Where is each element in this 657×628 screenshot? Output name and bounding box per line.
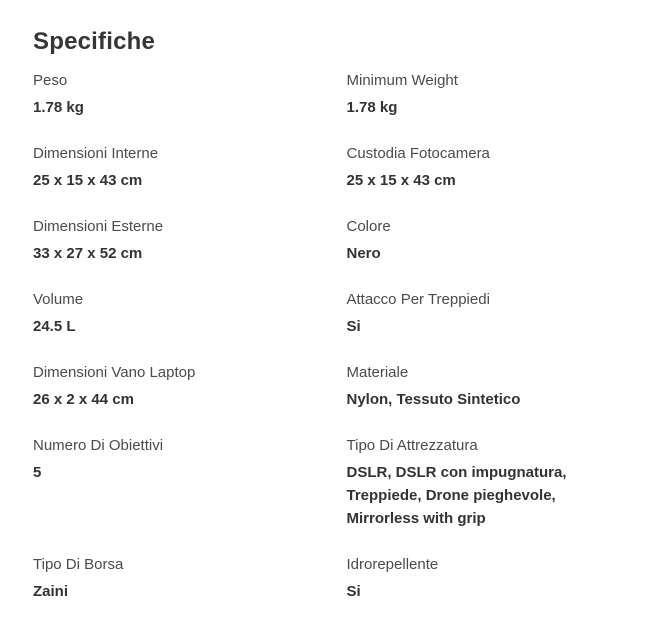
spec-value: Si xyxy=(346,583,361,600)
spec-item-materiale xyxy=(329,363,643,411)
spec-value: Nylon, Tessuto Sintetico xyxy=(346,391,521,408)
spec-item-numero-di-obiettivi xyxy=(15,436,329,530)
spec-label: Idrorepellente xyxy=(346,556,439,573)
spec-item-colore xyxy=(329,217,643,265)
spec-value: 25 x 15 x 43 cm xyxy=(33,172,143,189)
spec-item-peso xyxy=(15,71,329,119)
spec-label: Tipo Di Borsa xyxy=(33,556,124,573)
spec-label: Volume xyxy=(33,291,84,308)
spec-value: 24.5 L xyxy=(33,318,76,335)
spec-label: Custodia Fotocamera xyxy=(346,145,490,162)
specs-grid xyxy=(15,71,642,628)
spec-value: 26 x 2 x 44 cm xyxy=(33,391,134,408)
spec-item-tipo-di-attrezzatura xyxy=(329,436,643,530)
spec-label: Dimensioni Interne xyxy=(33,145,159,162)
spec-item-dimensioni-interne xyxy=(15,144,329,192)
spec-value: 33 x 27 x 52 cm xyxy=(33,245,143,262)
spec-item-dimensioni-esterne xyxy=(15,217,329,265)
spec-item-idrorepellente xyxy=(329,555,643,603)
spec-label: Minimum Weight xyxy=(346,72,458,89)
spec-label: Numero Di Obiettivi xyxy=(33,437,164,454)
spec-label: Attacco Per Treppiedi xyxy=(346,291,490,308)
spec-value: DSLR, DSLR con impugnatura, Treppiede, Drone pieghevole, Mirrorless with grip xyxy=(346,464,567,527)
spec-label: Peso xyxy=(33,72,68,89)
spec-value: 1.78 kg xyxy=(346,99,398,116)
spec-value: 1.78 kg xyxy=(33,99,84,116)
spec-item-dimensioni-vano-laptop xyxy=(15,363,329,411)
spec-value: Zaini xyxy=(33,583,69,600)
spec-label: Colore xyxy=(346,218,391,235)
spec-item-volume xyxy=(15,290,329,338)
spec-value: 5 xyxy=(33,464,42,481)
spec-item-tipo-di-borsa xyxy=(15,555,329,603)
spec-value: Si xyxy=(346,318,361,335)
spec-value: Nero xyxy=(346,245,381,262)
spec-value: 25 x 15 x 43 cm xyxy=(346,172,456,189)
spec-item-attacco-per-treppiedi xyxy=(329,290,643,338)
section-title: Specifiche xyxy=(33,28,156,55)
spec-label: Dimensioni Esterne xyxy=(33,218,164,235)
spec-label: Dimensioni Vano Laptop xyxy=(33,364,196,381)
spec-item-minimum-weight xyxy=(329,71,643,119)
spec-item-custodia-fotocamera xyxy=(329,144,643,192)
spec-label: Tipo Di Attrezzatura xyxy=(346,437,478,454)
spec-label: Materiale xyxy=(346,364,409,381)
